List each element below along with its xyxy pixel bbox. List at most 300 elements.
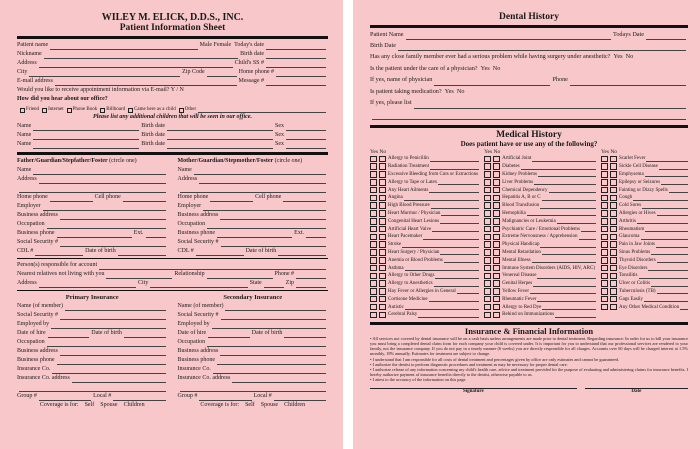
secondary-business-address[interactable] <box>220 349 326 356</box>
father-occupation[interactable] <box>47 222 166 229</box>
father-cdl[interactable] <box>35 249 83 256</box>
yes-checkbox[interactable] <box>484 202 491 209</box>
primary-group[interactable] <box>39 394 91 401</box>
yes-checkbox[interactable] <box>484 163 491 170</box>
zip-field[interactable] <box>207 70 237 77</box>
todays-date-field[interactable] <box>646 33 686 40</box>
yes-checkbox[interactable] <box>370 202 377 209</box>
yes-checkbox[interactable] <box>601 234 608 241</box>
yes-checkbox[interactable] <box>601 187 608 194</box>
relationship-field[interactable] <box>207 272 273 279</box>
medical-condition-item <box>601 194 688 202</box>
no-checkbox[interactable] <box>493 156 500 163</box>
father-address-line[interactable] <box>19 186 166 193</box>
father-employer[interactable] <box>43 204 166 211</box>
father-home-phone[interactable] <box>50 195 93 202</box>
condition-label: Physical Handicap <box>502 242 540 248</box>
field-label: Birth date <box>141 123 166 129</box>
mother-business-address[interactable] <box>220 213 326 220</box>
no-checkbox[interactable] <box>379 202 386 209</box>
condition-line <box>431 203 479 209</box>
primary-business-address[interactable] <box>60 349 166 356</box>
option-label: Other <box>184 106 197 112</box>
condition-line <box>521 164 596 170</box>
condition-label: Mental Illness <box>502 257 531 263</box>
secondary-local[interactable] <box>274 394 326 401</box>
field-label: Home phone # <box>238 69 274 75</box>
medical-condition-item <box>484 256 596 264</box>
mother-dob[interactable] <box>278 249 326 256</box>
father-ssn[interactable] <box>60 240 166 247</box>
home-phone-field[interactable] <box>276 70 326 77</box>
field-label: Message # <box>238 78 264 84</box>
no-checkbox[interactable] <box>610 195 617 202</box>
yes-checkbox[interactable] <box>601 171 608 178</box>
no-checkbox[interactable] <box>493 163 500 170</box>
no-checkbox[interactable] <box>379 179 386 186</box>
yes-checkbox[interactable] <box>484 280 491 287</box>
no-checkbox[interactable] <box>610 257 617 264</box>
medical-history-title: Medical History <box>496 130 562 140</box>
no-checkbox[interactable] <box>493 202 500 209</box>
city-field[interactable] <box>29 70 180 77</box>
primary-dob[interactable] <box>124 331 166 338</box>
no-checkbox[interactable] <box>379 312 386 319</box>
father-business-phone[interactable] <box>57 231 132 238</box>
child-sex-field[interactable] <box>286 133 326 140</box>
yes-checkbox[interactable] <box>370 179 377 186</box>
mother-business-phone[interactable] <box>217 231 292 238</box>
yes-checkbox[interactable] <box>370 187 377 194</box>
secondary-ssn[interactable] <box>221 313 327 320</box>
yes-checkbox[interactable] <box>601 296 608 303</box>
no-checkbox[interactable] <box>610 234 617 241</box>
primary-business-phone[interactable] <box>57 358 166 365</box>
condition-label: Asthma <box>388 265 404 271</box>
no-checkbox[interactable] <box>493 273 500 280</box>
yes-checkbox[interactable] <box>484 273 491 280</box>
condition-label: Allergy to Anesthetics <box>388 281 433 287</box>
yes-checkbox[interactable] <box>484 304 491 311</box>
yes-no-header: Yes No <box>600 149 618 155</box>
no-checkbox[interactable] <box>379 156 386 163</box>
no-checkbox[interactable] <box>493 226 500 233</box>
yes-checkbox[interactable] <box>370 218 377 225</box>
primary-occupation[interactable] <box>47 340 166 347</box>
medical-condition-item <box>370 217 479 225</box>
birth-date-field[interactable] <box>266 52 326 59</box>
coverage-spouse-option[interactable]: Spouse <box>260 402 279 408</box>
yes-checkbox[interactable] <box>370 171 377 178</box>
yes-checkbox[interactable] <box>370 156 377 163</box>
yes-checkbox[interactable] <box>484 156 491 163</box>
yes-checkbox[interactable] <box>484 187 491 194</box>
field-label: Birth date <box>240 51 264 57</box>
female-option[interactable]: Female <box>213 42 232 48</box>
secondary-insurance-address-line[interactable] <box>180 385 327 392</box>
field-label: Home phone <box>177 194 209 200</box>
yes-checkbox[interactable] <box>484 226 491 233</box>
mother-cell-phone[interactable] <box>283 195 326 202</box>
yes-checkbox[interactable] <box>484 179 491 186</box>
no-checkbox[interactable] <box>379 249 386 256</box>
field-label: Group # <box>177 393 198 399</box>
condition-label: Any Heart Ailments <box>388 187 429 193</box>
condition-label: Allergies or Hives <box>618 210 656 216</box>
yes-option[interactable]: Yes <box>444 88 454 95</box>
condition-label: Mental Retardation <box>502 249 541 255</box>
father-ext[interactable] <box>146 231 166 238</box>
yes-checkbox[interactable] <box>370 280 377 287</box>
yes-checkbox[interactable] <box>484 218 491 225</box>
yes-checkbox[interactable] <box>484 265 491 272</box>
primary-insurance-co[interactable] <box>52 367 165 374</box>
divider <box>370 125 688 128</box>
relative-zip-field[interactable] <box>296 281 326 288</box>
no-checkbox[interactable] <box>493 234 500 241</box>
no-checkbox[interactable] <box>379 257 386 264</box>
child-sex-field[interactable] <box>286 124 326 131</box>
yes-checkbox[interactable] <box>370 195 377 202</box>
no-checkbox[interactable] <box>493 171 500 178</box>
mother-name-field[interactable] <box>194 168 326 175</box>
no-checkbox[interactable] <box>493 296 500 303</box>
no-checkbox[interactable] <box>379 234 386 241</box>
condition-line <box>657 257 688 263</box>
field-label: Social Security # <box>17 312 58 318</box>
mother-address-field[interactable] <box>199 177 326 184</box>
no-option[interactable]: No <box>492 65 501 72</box>
no-checkbox[interactable] <box>610 202 617 209</box>
mother-home-phone[interactable] <box>210 195 253 202</box>
no-checkbox[interactable] <box>493 280 500 287</box>
yes-checkbox[interactable] <box>370 265 377 272</box>
yes-checkbox[interactable] <box>484 241 491 248</box>
yes-checkbox[interactable] <box>370 288 377 295</box>
relative-city-field[interactable] <box>150 281 247 288</box>
yes-checkbox[interactable] <box>370 249 377 256</box>
condition-line <box>645 226 688 232</box>
condition-label: Hay Fever or Allergies in General <box>388 288 456 294</box>
yes-checkbox[interactable] <box>601 156 608 163</box>
no-checkbox[interactable] <box>610 210 617 217</box>
yes-checkbox[interactable] <box>484 210 491 217</box>
condition-line <box>661 179 688 185</box>
condition-line <box>657 210 688 216</box>
yes-checkbox[interactable] <box>601 163 608 170</box>
no-checkbox[interactable] <box>379 288 386 295</box>
yes-checkbox[interactable] <box>601 202 608 209</box>
condition-line <box>651 281 688 287</box>
secondary-insurance-address[interactable] <box>232 376 326 383</box>
responsible-party-field[interactable] <box>99 263 326 270</box>
yes-checkbox[interactable] <box>370 304 377 311</box>
no-checkbox[interactable] <box>610 179 617 186</box>
no-checkbox[interactable] <box>379 218 386 225</box>
patient-name-field[interactable] <box>50 43 198 50</box>
patient-name-field[interactable] <box>406 33 611 40</box>
yes-checkbox[interactable] <box>370 210 377 217</box>
child-name-field[interactable] <box>33 133 139 140</box>
yes-checkbox[interactable] <box>601 273 608 280</box>
mother-address-line[interactable] <box>180 186 327 193</box>
no-option[interactable]: No <box>625 53 634 60</box>
condition-line <box>659 164 688 170</box>
secondary-occupation[interactable] <box>207 340 326 347</box>
yes-checkbox[interactable] <box>601 265 608 272</box>
yes-checkbox[interactable] <box>601 257 608 264</box>
todays-date-field[interactable] <box>266 43 326 50</box>
field-label: Name <box>17 123 32 129</box>
no-checkbox[interactable] <box>493 312 500 319</box>
yes-checkbox[interactable] <box>484 249 491 256</box>
primary-ssn[interactable] <box>60 313 166 320</box>
no-checkbox[interactable] <box>379 265 386 272</box>
no-checkbox[interactable] <box>610 241 617 248</box>
medical-condition-item <box>484 217 596 225</box>
medical-history-question: Does patient have or use any of the following? <box>460 140 598 148</box>
coverage-children-option[interactable]: Children <box>284 402 306 408</box>
no-checkbox[interactable] <box>379 187 386 194</box>
no-checkbox[interactable] <box>493 241 500 248</box>
field-label: Occupation <box>17 221 45 227</box>
checkbox[interactable] <box>42 108 47 113</box>
no-checkbox[interactable] <box>493 187 500 194</box>
no-checkbox[interactable] <box>493 249 500 256</box>
circle-one-note: (circle one) <box>109 158 137 164</box>
circle-one-note: (circle one) <box>274 158 303 164</box>
mother-cdl[interactable] <box>196 249 244 256</box>
primary-employer[interactable] <box>51 322 165 329</box>
no-checkbox[interactable] <box>379 304 386 311</box>
secondary-insurance-co[interactable] <box>213 367 326 374</box>
mother-ssn[interactable] <box>221 240 327 247</box>
checkbox[interactable] <box>67 108 72 113</box>
medication-list-field[interactable] <box>414 102 686 109</box>
mother-employer[interactable] <box>203 204 326 211</box>
condition-label: Venereal Disease <box>502 273 537 279</box>
yes-checkbox[interactable] <box>484 171 491 178</box>
secondary-business-phone[interactable] <box>217 358 326 365</box>
condition-line <box>639 273 689 279</box>
yes-checkbox[interactable] <box>370 296 377 303</box>
yes-checkbox[interactable] <box>601 288 608 295</box>
field-label: Employer <box>17 203 41 209</box>
yes-checkbox[interactable] <box>601 304 608 311</box>
yes-checkbox[interactable] <box>484 312 491 319</box>
no-checkbox[interactable] <box>610 171 617 178</box>
email-field[interactable] <box>55 79 237 86</box>
physician-phone-field[interactable] <box>570 79 686 86</box>
yes-checkbox[interactable] <box>601 210 608 217</box>
other-field[interactable] <box>198 106 326 113</box>
field-label: Sex <box>275 141 284 147</box>
yes-checkbox[interactable] <box>370 257 377 264</box>
secondary-hire-date[interactable] <box>208 331 250 338</box>
child-sex-field[interactable] <box>286 142 326 149</box>
children-note: Please list any additional children that will be seen in our office. <box>93 114 252 120</box>
primary-insurance-address-line[interactable] <box>19 385 166 392</box>
medical-condition-item <box>370 311 479 319</box>
medication-question: Is patient taking medication? <box>370 88 442 95</box>
no-checkbox[interactable] <box>610 218 617 225</box>
medical-condition-item <box>601 233 688 241</box>
no-checkbox[interactable] <box>379 296 386 303</box>
secondary-group[interactable] <box>199 394 251 401</box>
yes-checkbox[interactable] <box>601 241 608 248</box>
no-checkbox[interactable] <box>493 257 500 264</box>
field-label: Address <box>17 60 37 66</box>
child-name-field[interactable] <box>33 124 139 131</box>
no-checkbox[interactable] <box>379 210 386 217</box>
email-reminder-question: Would you like to receive appointment information via E-mail? Y / N <box>17 87 184 93</box>
yes-checkbox[interactable] <box>370 226 377 233</box>
no-checkbox[interactable] <box>379 171 386 178</box>
primary-member-name[interactable] <box>65 304 166 311</box>
condition-line <box>430 156 479 162</box>
relative-state-field[interactable] <box>264 281 284 288</box>
no-checkbox[interactable] <box>610 187 617 194</box>
yes-checkbox[interactable] <box>601 179 608 186</box>
father-name-field[interactable] <box>33 168 165 175</box>
address-field[interactable] <box>39 61 233 68</box>
coverage-self-option[interactable]: Self <box>245 402 255 408</box>
no-checkbox[interactable] <box>610 280 617 287</box>
nickname-field[interactable] <box>44 52 239 59</box>
no-checkbox[interactable] <box>610 296 617 303</box>
no-checkbox[interactable] <box>610 226 617 233</box>
no-checkbox[interactable] <box>379 280 386 287</box>
no-checkbox[interactable] <box>493 210 500 217</box>
yes-checkbox[interactable] <box>370 312 377 319</box>
medication-list-line[interactable] <box>372 113 686 120</box>
yes-checkbox[interactable] <box>370 273 377 280</box>
no-checkbox[interactable] <box>610 163 617 170</box>
coverage-self-option[interactable]: Self <box>84 402 95 408</box>
yes-checkbox[interactable] <box>484 234 491 241</box>
father-cell-phone[interactable] <box>123 195 166 202</box>
yes-checkbox[interactable] <box>484 296 491 303</box>
no-checkbox[interactable] <box>379 195 386 202</box>
secondary-member-name[interactable] <box>225 304 326 311</box>
father-business-address[interactable] <box>60 213 166 220</box>
yes-no-header: Yes No <box>370 149 387 155</box>
coverage-spouse-option[interactable]: Spouse <box>100 402 118 408</box>
checkbox[interactable] <box>20 108 25 113</box>
divider <box>370 25 688 28</box>
medical-condition-item <box>601 210 688 218</box>
yes-checkbox[interactable] <box>484 288 491 295</box>
yes-checkbox[interactable] <box>601 218 608 225</box>
date-line[interactable] <box>585 388 688 394</box>
coverage-children-option[interactable]: Children <box>123 402 145 408</box>
birth-date-field[interactable] <box>398 44 686 51</box>
physician-name-field[interactable] <box>434 79 550 86</box>
no-checkbox[interactable] <box>493 265 500 272</box>
yes-checkbox[interactable] <box>484 195 491 202</box>
medical-condition-item <box>601 241 688 249</box>
condition-line <box>441 210 479 216</box>
yes-checkbox[interactable] <box>370 234 377 241</box>
no-checkbox[interactable] <box>493 179 500 186</box>
condition-line <box>680 304 688 310</box>
no-checkbox[interactable] <box>610 249 617 256</box>
field-label: Employed by <box>17 321 50 327</box>
male-option[interactable]: Male <box>199 42 212 48</box>
signature-label: Signature <box>462 388 484 394</box>
yes-checkbox[interactable] <box>601 280 608 287</box>
yes-checkbox[interactable] <box>370 163 377 170</box>
father-dob[interactable] <box>118 249 166 256</box>
no-checkbox[interactable] <box>493 195 500 202</box>
condition-label: Hemophilia <box>502 210 526 216</box>
yes-checkbox[interactable] <box>601 249 608 256</box>
mother-ext[interactable] <box>306 231 326 238</box>
no-checkbox[interactable] <box>610 304 617 311</box>
terms-paragraph: • I attest to the accuracy of the information on this page. <box>370 377 467 383</box>
condition-label: Rheumatic Fever <box>502 296 537 302</box>
condition-line <box>651 249 688 255</box>
yes-checkbox[interactable] <box>370 241 377 248</box>
field-label: Cell phone <box>255 194 282 200</box>
field-label: Address <box>17 176 37 182</box>
medical-condition-item <box>601 225 688 233</box>
no-checkbox[interactable] <box>493 304 500 311</box>
secondary-employer[interactable] <box>212 322 326 329</box>
no-checkbox[interactable] <box>610 288 617 295</box>
child-birth-field[interactable] <box>167 124 273 131</box>
yes-option[interactable]: Yes <box>613 53 623 60</box>
nearest-relative-field[interactable] <box>106 272 172 279</box>
secondary-dob[interactable] <box>284 331 326 338</box>
yes-checkbox[interactable] <box>601 195 608 202</box>
no-checkbox[interactable] <box>379 273 386 280</box>
field-label: If yes, name of physician <box>370 76 433 83</box>
primary-local[interactable] <box>113 394 165 401</box>
no-checkbox[interactable] <box>493 288 500 295</box>
signature-line[interactable] <box>370 388 577 394</box>
childs-ssn-field[interactable] <box>266 61 326 68</box>
no-checkbox[interactable] <box>379 226 386 233</box>
no-checkbox[interactable] <box>493 218 500 225</box>
coverage-label: Coverage is for: <box>200 402 240 408</box>
mother-occupation[interactable] <box>207 222 326 229</box>
medical-checklist <box>370 149 688 319</box>
yes-checkbox[interactable] <box>484 257 491 264</box>
yes-checkbox[interactable] <box>601 226 608 233</box>
father-address-field[interactable] <box>39 177 166 184</box>
no-checkbox[interactable] <box>379 163 386 170</box>
primary-hire-date[interactable] <box>48 331 90 338</box>
no-option[interactable]: No <box>456 88 465 95</box>
relative-phone-field[interactable] <box>296 272 326 279</box>
no-checkbox[interactable] <box>379 241 386 248</box>
condition-line <box>404 195 479 201</box>
field-label: Occupation <box>177 339 206 345</box>
child-birth-field[interactable] <box>167 133 273 140</box>
child-birth-field[interactable] <box>167 142 273 149</box>
yes-option[interactable]: Yes <box>480 65 490 72</box>
primary-insurance-address[interactable] <box>72 376 166 383</box>
child-name-field[interactable] <box>33 142 139 149</box>
medical-condition-item <box>370 233 479 241</box>
no-checkbox[interactable] <box>610 156 617 163</box>
no-checkbox[interactable] <box>610 265 617 272</box>
relative-address-field[interactable] <box>39 281 136 288</box>
condition-line <box>549 187 596 193</box>
no-checkbox[interactable] <box>610 273 617 280</box>
message-field[interactable] <box>266 79 326 86</box>
